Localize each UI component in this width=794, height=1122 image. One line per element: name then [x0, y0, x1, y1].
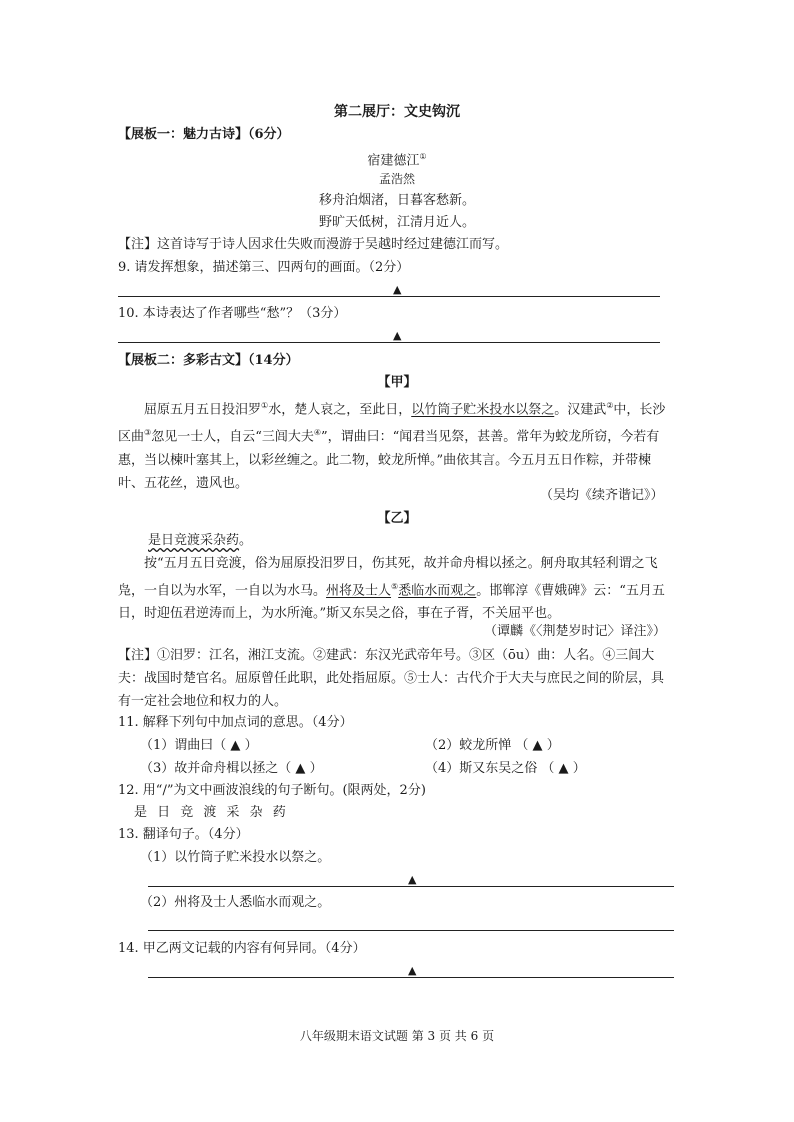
q11-item-2: （2）蛟龙所惮 （ ▲ ）: [425, 738, 560, 753]
board2-note: 【注】①汨罗：江名，湘江支流。②建武：东汉光武帝年号。③区（ōu）曲：人名。④三闾大夫：战国时楚官名。屈原曾任此职，此处指屈原。⑤士人：古代介于大夫与庶民之间的阶层，具有一定社会地位和权力的人。: [118, 648, 665, 709]
poem-note-mark: ①: [419, 152, 427, 161]
yi-source: （谭麟《〈荆楚岁时记〉译注》）: [484, 624, 667, 639]
q11-item-1: （1）谓曲曰（ ▲ ）: [140, 738, 258, 753]
answer-mark-10: ▲: [393, 329, 402, 342]
q11-item-3: （3）故并命舟楫以拯之（ ▲ ）: [140, 761, 323, 776]
poem-line-1: 移舟泊烟渚，日暮客愁新。: [318, 193, 475, 208]
question-9: 9. 请发挥想象，描述第三、四两句的画面。（2分）: [118, 260, 410, 275]
yi-first-line: 是日竞渡采杂药。: [148, 533, 253, 548]
answer-mark-9: ▲: [393, 283, 402, 296]
yi-title: 【乙】: [377, 511, 417, 526]
q11-item-4: （4）斯又东吴之俗 （ ▲ ）: [425, 761, 586, 776]
page-footer: 八年级期末语文试题 第 3 页 共 6 页: [299, 1029, 495, 1043]
poem-title-line: [0, 148, 794, 170]
jia-title: 【甲】: [377, 375, 417, 390]
answer-line-9[interactable]: [118, 296, 660, 297]
board1-heading: 【展板一：魅力古诗】（6分）: [118, 127, 290, 142]
yi-wavy-sentence: 是日竞渡采杂药: [148, 533, 240, 548]
yi-underlined-2: 悉临水而观之: [398, 583, 477, 599]
question-11: 11. 解释下列句中加点词的意思。（4分）: [118, 715, 353, 730]
q13-sub-2: （2）州将及士人悉临水而观之。: [140, 895, 331, 910]
answer-line-13-2[interactable]: [148, 930, 674, 931]
poet-name: 孟浩然: [378, 172, 415, 186]
q13-sub-1: （1）以竹筒子贮米投水以祭之。: [140, 850, 331, 865]
poem-title: 宿建德江: [367, 153, 420, 169]
yi-underlined-1: 州将及士人: [326, 583, 392, 599]
jia-underlined-sentence: 以竹筒子贮米投水以祭之: [411, 402, 555, 418]
poem-line-2: 野旷天低树，江清月近人。: [318, 215, 475, 230]
q12-sentence[interactable]: 是 日 竞 渡 采 杂 药: [134, 805, 289, 820]
answer-line-14[interactable]: [148, 977, 674, 978]
board2-heading: 【展板二：多彩古文】（14分）: [118, 353, 299, 368]
board1-note: 【注】这首诗写于诗人因求仕失败而漫游于吴越时经过建德江而写。: [118, 237, 509, 252]
question-14: 14. 甲乙两文记载的内容有何异同。（4分）: [118, 941, 366, 956]
yi-passage: 按“五月五日竞渡，俗为屈原投汨罗日，伤其死，故并命舟楫以拯之。舸舟取其轻利谓之飞凫，一自以为水军，一自以为水马。州将及士人⑤悉临水而观之。邯郸淳《曹娥碑》云：“五月五日，时迎伍君逆涛而上，为水所淹。”斯又东吴之俗，事在子胥，不关屈平也。: [118, 556, 665, 622]
answer-line-10[interactable]: [118, 342, 660, 343]
hall-title: 第二展厅：文史钩沉: [334, 104, 460, 120]
question-10: 10. 本诗表达了作者哪些“愁”？（3分）: [118, 306, 347, 321]
answer-mark-14: ▲: [408, 964, 417, 977]
question-13: 13. 翻译句子。（4分）: [118, 827, 249, 842]
jia-source: （吴均《续齐谐记》）: [540, 488, 664, 503]
answer-line-13-1[interactable]: [148, 886, 674, 887]
jia-passage: 屈原五月五日投汨罗①水，楚人哀之，至此日，以竹筒子贮米投水以祭之。汉建武②中，长沙区曲③忽见一士人，自云“三闾大夫④”，谓曲曰：“闻君当见祭，甚善。常年为蛟龙所窃，今若有惠，当以楝叶塞其上，以彩丝缠之。此二物，蛟龙所惮。”曲依其言。今五月五日作粽，并带楝叶、五花丝，遗风也。: [118, 401, 666, 491]
question-12: 12. 用“/”为文中画波浪线的句子断句。(限两处，2分): [118, 783, 426, 798]
answer-mark-13-1: ▲: [408, 873, 417, 886]
